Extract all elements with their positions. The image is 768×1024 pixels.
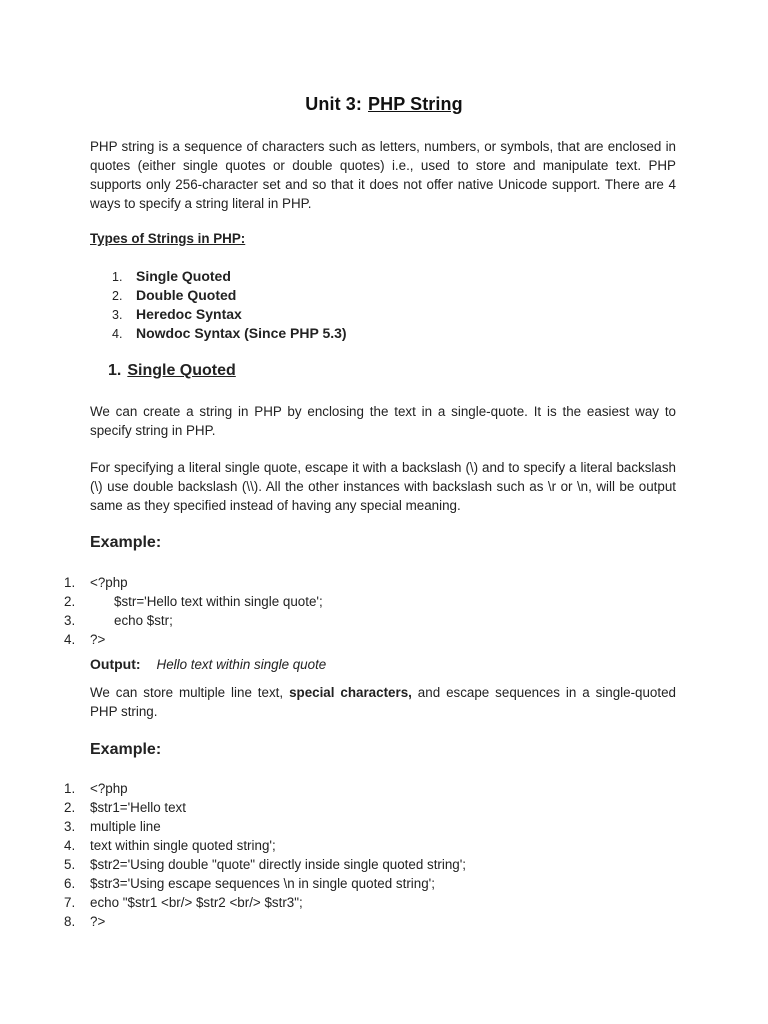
paragraph-3: We can store multiple line text, special characters, and escape sequences in a single-quoted PHP string. (90, 685, 676, 719)
output-label: Output: (90, 656, 141, 672)
code-line: 4. ?> (64, 632, 106, 647)
code-line: 5. $str2='Using double "quote" directly inside single quoted string'; (64, 857, 467, 872)
code-line: 2. $str1='Hello text (64, 800, 186, 815)
list-item: 4. Nowdoc Syntax (Since PHP 5.3) (112, 325, 347, 341)
section-heading: 1. Single Quoted (108, 362, 236, 379)
output-value: Hello text within single quote (156, 657, 327, 672)
example-heading: Example: (90, 534, 162, 551)
output-line (90, 655, 326, 674)
types-heading: Types of Strings in PHP: (90, 231, 246, 246)
list-item: 1. Single Quoted (112, 268, 231, 284)
code-block-2 (64, 779, 466, 931)
code-line: 3. echo $str; (64, 613, 173, 628)
intro-paragraph: PHP string is a sequence of characters such as letters, numbers, or symbols, that are enclosed in quotes (either single quotes or double quotes) i.e., used to store and manipulate text. PHP supports only 256-character set and so that it does not offer native Unicode support. There are 4 ways to specify a string literal in PHP. (90, 139, 676, 211)
code-line: 6. $str3='Using escape sequences \n in single quoted string'; (64, 876, 435, 891)
code-block-1 (64, 573, 323, 649)
code-line: 4. text within single quoted string'; (64, 838, 276, 853)
paragraph-1: We can create a string in PHP by enclosing the text in a single-quote. It is the easiest way to specify string in PHP. (90, 404, 676, 438)
bold-text: special characters, (289, 685, 412, 700)
code-line: 1. <?php (64, 575, 128, 590)
paragraph-2: For specifying a literal single quote, escape it with a backslash (\) and to specify a literal backslash (\) use double backslash (\\). All the other instances with backslash such as \r or \n, will be output same as they specified instead of having any special meaning. (90, 460, 676, 513)
code-line: 8. ?> (64, 914, 106, 929)
list-item: 3. Heredoc Syntax (112, 306, 242, 322)
title-prefix: Unit 3: (305, 94, 362, 114)
types-list (112, 267, 347, 343)
code-line: 7. echo "$str1 <br/> $str2 <br/> $str3"; (64, 895, 303, 910)
code-line: 1. <?php (64, 781, 128, 796)
code-line: 2. $str='Hello text within single quote'; (64, 594, 323, 609)
title-main: PHP String (368, 94, 463, 114)
list-item: 2. Double Quoted (112, 287, 237, 303)
page-title (0, 94, 768, 115)
example-heading-2: Example: (90, 741, 162, 758)
code-line: 3. multiple line (64, 819, 161, 834)
